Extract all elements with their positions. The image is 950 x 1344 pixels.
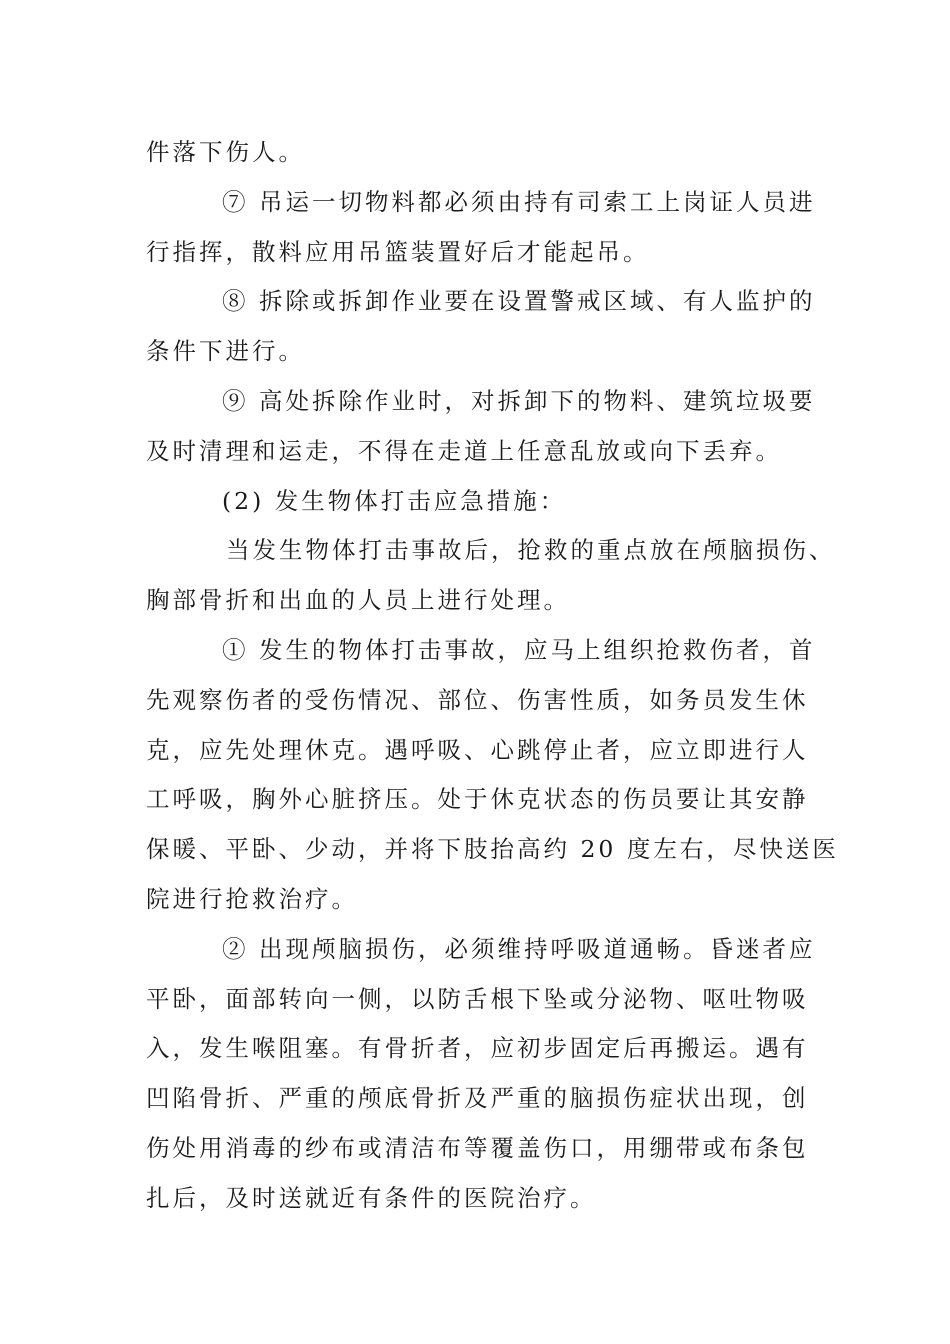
text-line: 先观察伤者的受伤情况、部位、伤害性质，如务员发生休 (146, 685, 809, 714)
text-line: 条件下进行。 (146, 337, 305, 366)
list-item-2: ② 出现颅脑损伤，必须维持呼吸道通畅。昏迷者应 (222, 934, 816, 963)
paragraph-start: 当发生物体打击事故后，抢救的重点放在颅脑损伤、 (226, 536, 836, 565)
text-line: 工呼吸，胸外心脏挤压。处于休克状态的伤员要让其安静 (146, 785, 809, 814)
text-line: 院进行抢救治疗。 (146, 884, 358, 913)
text-line: 平卧，面部转向一侧，以防舌根下坠或分泌物、呕吐物吸 (146, 984, 809, 1013)
text-line: 保暖、平卧、少动，并将下肢抬高约 20 度左右，尽快送医 (146, 835, 839, 864)
text-line: 胸部骨折和出血的人员上进行处理。 (146, 586, 570, 615)
text-line: 入，发生喉阻塞。有骨折者，应初步固定后再搬运。遇有 (146, 1034, 809, 1063)
text-line: 伤处用消毒的纱布或清洁布等覆盖伤口，用绷带或布条包 (146, 1133, 809, 1162)
text-line: 克，应先处理休克。遇呼吸、心跳停止者，应立即进行人 (146, 735, 809, 764)
text-line: 凹陷骨折、严重的颅底骨折及严重的脑损伤症状出现，创 (146, 1084, 809, 1113)
list-item-1: ① 发生的物体打击事故，应马上组织抢救伤者，首 (222, 635, 816, 664)
list-item-7: ⑦ 吊运一切物料都必须由持有司索工上岗证人员进 (222, 187, 816, 216)
document-body (146, 128, 839, 1224)
list-item-9: ⑨ 高处拆除作业时，对拆卸下的物料、建筑垃圾要 (222, 386, 816, 415)
text-line: 扎后，及时送就近有条件的医院治疗。 (146, 1183, 597, 1212)
text-line: 行指挥，散料应用吊篮装置好后才能起吊。 (146, 237, 650, 266)
section-heading: (2) 发生物体打击应急措施： (222, 486, 567, 515)
list-item-8: ⑧ 拆除或拆卸作业要在设置警戒区域、有人监护的 (222, 287, 816, 316)
text-line: 件落下伤人。 (146, 138, 305, 166)
text-line: 及时清理和运走，不得在走道上任意乱放或向下丢弃。 (146, 436, 782, 465)
